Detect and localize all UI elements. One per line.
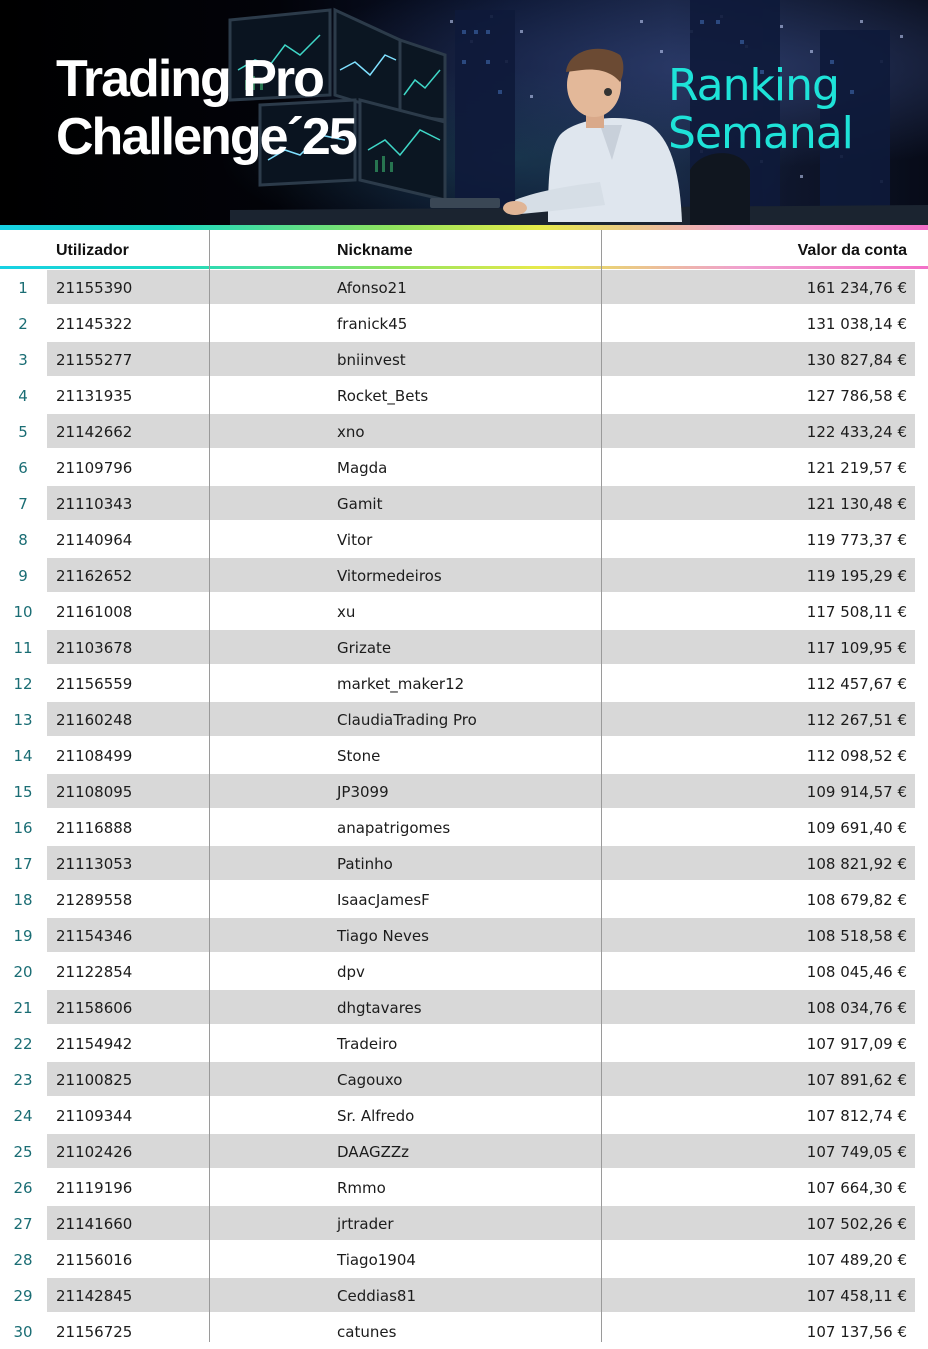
table-row (0, 449, 928, 485)
value-cell: 107 812,74 € (806, 1107, 907, 1125)
table-row (0, 593, 928, 629)
table-row (0, 629, 928, 665)
table-row (0, 1313, 928, 1349)
page-title (56, 50, 356, 166)
value-cell: 108 821,92 € (806, 855, 907, 873)
table-row (0, 773, 928, 809)
user-cell: 21141660 (56, 1215, 133, 1233)
value-cell: 109 914,57 € (806, 783, 907, 801)
user-cell: 21156725 (56, 1323, 133, 1341)
user-cell: 21158606 (56, 999, 133, 1017)
rank-cell: 11 (13, 639, 33, 657)
value-cell: 112 267,51 € (806, 711, 907, 729)
row-band (47, 1098, 915, 1132)
nickname-cell: JP3099 (337, 783, 389, 801)
table-row (0, 341, 928, 377)
user-cell: 21113053 (56, 855, 133, 873)
nickname-cell: Tiago1904 (337, 1251, 416, 1269)
column-divider (209, 230, 210, 1342)
nickname-cell: Rocket_Bets (337, 387, 429, 405)
ranking-table (0, 230, 928, 1349)
table-row (0, 917, 928, 953)
user-cell: 21155390 (56, 279, 133, 297)
rank-cell: 15 (13, 783, 33, 801)
user-cell: 21161008 (56, 603, 133, 621)
table-row (0, 1277, 928, 1313)
table-row (0, 953, 928, 989)
table-row (0, 1169, 928, 1205)
table-row (0, 701, 928, 737)
value-cell: 161 234,76 € (806, 279, 907, 297)
row-band (47, 558, 915, 592)
rank-cell: 1 (18, 279, 28, 297)
rank-cell: 6 (18, 459, 28, 477)
value-cell: 107 917,09 € (806, 1035, 907, 1053)
row-band (47, 1062, 915, 1096)
nickname-cell: catunes (337, 1323, 397, 1341)
value-cell: 107 489,20 € (806, 1251, 907, 1269)
table-row (0, 1205, 928, 1241)
table-row (0, 377, 928, 413)
rank-cell: 27 (13, 1215, 33, 1233)
value-cell: 109 691,40 € (806, 819, 907, 837)
table-row (0, 809, 928, 845)
row-band (47, 1170, 915, 1204)
value-cell: 108 034,76 € (806, 999, 907, 1017)
user-cell: 21109344 (56, 1107, 133, 1125)
value-cell: 117 508,11 € (806, 603, 907, 621)
rank-cell: 2 (18, 315, 28, 333)
hero-banner (0, 0, 928, 225)
value-cell: 108 518,58 € (806, 927, 907, 945)
title-line-2: Challenge´25 (56, 108, 356, 166)
user-cell: 21156016 (56, 1251, 133, 1269)
table-row (0, 989, 928, 1025)
nickname-cell: Sr. Alfredo (337, 1107, 415, 1125)
table-row (0, 737, 928, 773)
value-cell: 112 457,67 € (806, 675, 907, 693)
nickname-cell: Gamit (337, 495, 383, 513)
row-band (47, 666, 915, 700)
value-cell: 107 749,05 € (806, 1143, 907, 1161)
rank-cell: 24 (13, 1107, 33, 1125)
row-band (47, 738, 915, 772)
nickname-cell: market_maker12 (337, 675, 465, 693)
value-cell: 108 045,46 € (806, 963, 907, 981)
value-cell: 130 827,84 € (806, 351, 907, 369)
table-body (0, 269, 928, 1349)
title-line-1: Trading Pro (56, 50, 323, 108)
user-cell: 21289558 (56, 891, 133, 909)
table-row (0, 881, 928, 917)
row-band (47, 882, 915, 916)
rank-cell: 17 (13, 855, 33, 873)
row-band (47, 1314, 915, 1348)
rank-cell: 5 (18, 423, 28, 441)
table-row (0, 413, 928, 449)
rank-cell: 25 (13, 1143, 33, 1161)
rank-cell: 20 (13, 963, 33, 981)
user-cell: 21100825 (56, 1071, 133, 1089)
user-cell: 21122854 (56, 963, 133, 981)
value-cell: 131 038,14 € (806, 315, 907, 333)
nickname-cell: xno (337, 423, 365, 441)
nickname-cell: Patinho (337, 855, 393, 873)
value-cell: 122 433,24 € (806, 423, 907, 441)
subtitle-line-1: Ranking (668, 60, 839, 111)
table-row (0, 1241, 928, 1277)
value-cell: 107 502,26 € (806, 1215, 907, 1233)
row-band (47, 990, 915, 1024)
nickname-cell: anapatrigomes (337, 819, 451, 837)
row-band (47, 594, 915, 628)
user-cell: 21160248 (56, 711, 133, 729)
nickname-cell: Grizate (337, 639, 392, 657)
rank-cell: 28 (13, 1251, 33, 1269)
nickname-cell: jrtrader (337, 1215, 394, 1233)
nickname-cell: Afonso21 (337, 279, 407, 297)
value-cell: 112 098,52 € (806, 747, 907, 765)
table-row (0, 1025, 928, 1061)
row-band (47, 522, 915, 556)
rank-cell: 18 (13, 891, 33, 909)
row-band (47, 810, 915, 844)
row-band (47, 414, 915, 448)
nickname-cell: bniinvest (337, 351, 406, 369)
value-cell: 119 773,37 € (806, 531, 907, 549)
row-band (47, 954, 915, 988)
user-cell: 21155277 (56, 351, 133, 369)
row-band (47, 306, 915, 340)
table-row (0, 521, 928, 557)
nickname-cell: Cagouxo (337, 1071, 403, 1089)
user-cell: 21110343 (56, 495, 133, 513)
rank-cell: 16 (13, 819, 33, 837)
row-band (47, 846, 915, 880)
nickname-cell: dhgtavares (337, 999, 422, 1017)
rank-cell: 10 (13, 603, 33, 621)
user-cell: 21109796 (56, 459, 133, 477)
value-cell: 121 130,48 € (806, 495, 907, 513)
value-cell: 119 195,29 € (806, 567, 907, 585)
nickname-cell: ClaudiaTrading Pro (337, 711, 477, 729)
rank-cell: 30 (13, 1323, 33, 1341)
nickname-cell: dpv (337, 963, 365, 981)
row-band (47, 1278, 915, 1312)
subtitle-line-2: Semanal (668, 108, 853, 159)
row-band (47, 1206, 915, 1240)
rank-cell: 7 (18, 495, 28, 513)
rank-cell: 14 (13, 747, 33, 765)
value-cell: 127 786,58 € (806, 387, 907, 405)
rank-cell: 12 (13, 675, 33, 693)
user-cell: 21154346 (56, 927, 133, 945)
rank-cell: 9 (18, 567, 28, 585)
nickname-cell: Tradeiro (337, 1035, 398, 1053)
rank-cell: 22 (13, 1035, 33, 1053)
row-band (47, 774, 915, 808)
column-header-user: Utilizador (56, 242, 129, 259)
table-row (0, 1133, 928, 1169)
value-cell: 107 891,62 € (806, 1071, 907, 1089)
row-band (47, 486, 915, 520)
row-band (47, 702, 915, 736)
user-cell: 21154942 (56, 1035, 133, 1053)
row-band (47, 270, 915, 304)
row-band (47, 1026, 915, 1060)
nickname-cell: Magda (337, 459, 388, 477)
user-cell: 21102426 (56, 1143, 133, 1161)
value-cell: 117 109,95 € (806, 639, 907, 657)
user-cell: 21142662 (56, 423, 133, 441)
value-cell: 108 679,82 € (806, 891, 907, 909)
table-row (0, 485, 928, 521)
rank-cell: 3 (18, 351, 28, 369)
row-band (47, 1242, 915, 1276)
nickname-cell: Ceddias81 (337, 1287, 417, 1305)
table-row (0, 665, 928, 701)
user-cell: 21156559 (56, 675, 133, 693)
user-cell: 21103678 (56, 639, 133, 657)
nickname-cell: IsaacJamesF (337, 891, 430, 909)
page-subtitle (668, 62, 853, 158)
rank-cell: 21 (13, 999, 33, 1017)
column-header-nickname: Nickname (337, 242, 413, 259)
value-cell: 107 137,56 € (806, 1323, 907, 1341)
user-cell: 21119196 (56, 1179, 133, 1197)
rank-cell: 19 (13, 927, 33, 945)
nickname-cell: Vitor (337, 531, 373, 549)
table-header (0, 230, 928, 266)
nickname-cell: Rmmo (337, 1179, 386, 1197)
user-cell: 21116888 (56, 819, 133, 837)
nickname-cell: Stone (337, 747, 381, 765)
row-band (47, 450, 915, 484)
user-cell: 21162652 (56, 567, 133, 585)
user-cell: 21145322 (56, 315, 133, 333)
nickname-cell: DAAGZZz (337, 1143, 410, 1161)
table-row (0, 845, 928, 881)
rank-cell: 8 (18, 531, 28, 549)
rank-cell: 29 (13, 1287, 33, 1305)
rank-cell: 13 (13, 711, 33, 729)
user-cell: 21108095 (56, 783, 133, 801)
table-row (0, 1097, 928, 1133)
row-band (47, 378, 915, 412)
value-cell: 107 664,30 € (806, 1179, 907, 1197)
table-row (0, 557, 928, 593)
nickname-cell: franick45 (337, 315, 408, 333)
row-band (47, 630, 915, 664)
value-cell: 121 219,57 € (806, 459, 907, 477)
table-row (0, 305, 928, 341)
column-header-value: Valor da conta (797, 242, 907, 259)
nickname-cell: Tiago Neves (337, 927, 429, 945)
table-row (0, 269, 928, 305)
column-divider (601, 230, 602, 1342)
row-band (47, 1134, 915, 1168)
nickname-cell: Vitormedeiros (337, 567, 442, 585)
rank-cell: 26 (13, 1179, 33, 1197)
user-cell: 21140964 (56, 531, 133, 549)
row-band (47, 918, 915, 952)
value-cell: 107 458,11 € (806, 1287, 907, 1305)
user-cell: 21108499 (56, 747, 133, 765)
table-row (0, 1061, 928, 1097)
row-band (47, 342, 915, 376)
nickname-cell: xu (337, 603, 356, 621)
rank-cell: 4 (18, 387, 28, 405)
rank-cell: 23 (13, 1071, 33, 1089)
user-cell: 21142845 (56, 1287, 133, 1305)
user-cell: 21131935 (56, 387, 133, 405)
